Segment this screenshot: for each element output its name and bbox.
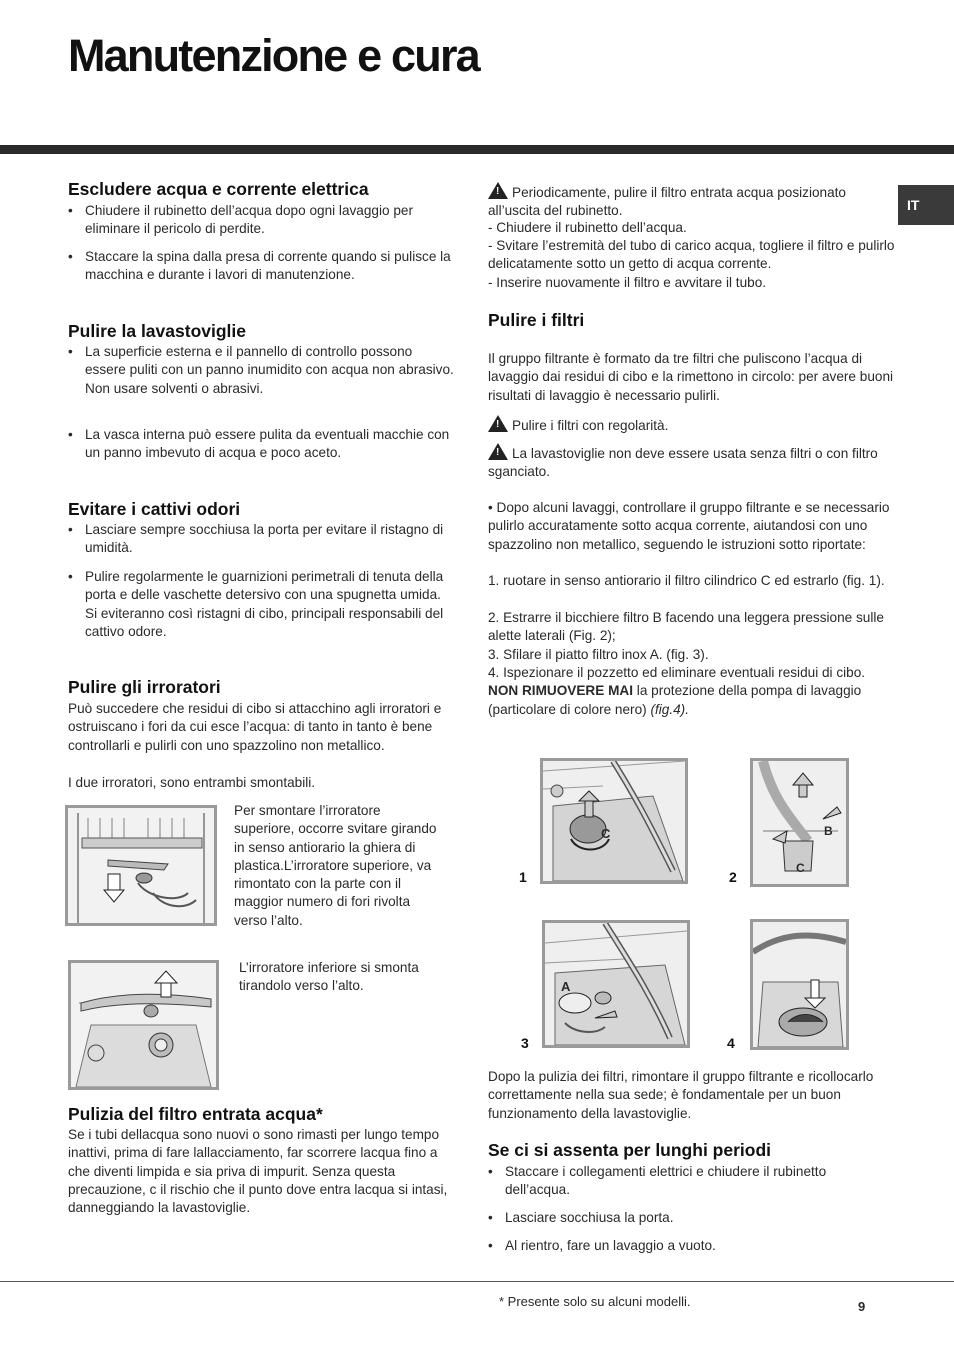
page-number: 9: [858, 1299, 866, 1314]
label-c: C: [601, 826, 611, 841]
section-heading-odors: Evitare i cattivi odori: [68, 499, 241, 519]
lower-sprayer-text: L’irroratore inferiore si smonta tirandolo verso l’alto.: [239, 960, 419, 994]
filter-figure-3: [542, 920, 690, 1048]
list-item: • La superficie esterna e il pannello di controllo possono essere puliti con un panno inumidito con acqua non abrasivo. Non usare solventi o abrasivi.: [68, 343, 455, 398]
list-item: • La vasca interna può essere pulita da eventuali macchie con un panno imbevuto di acqua e poco aceto.: [68, 426, 455, 463]
filters-step-2: 2. Estrarre il bicchiere filtro B facendo una leggera pressione sulle alette laterali (Fig. 2);: [488, 610, 884, 644]
filter-figure-1: [540, 758, 688, 884]
lower-sprayer-figure: [68, 960, 219, 1090]
list-item: • Chiudere il rubinetto dell’acqua dopo ogni lavaggio per eliminare il pericolo di perdite.: [68, 202, 455, 239]
label-c: C: [796, 861, 805, 875]
upper-sprayer-text: Per smontare l’irroratore superiore, occorre svitare girando in senso antiorario la ghiera di plastica.L’irroratore superiore, va rimontato con la parte con il maggior numero di fori rivolta verso l’alto.: [234, 803, 437, 928]
filter-figure-4: [750, 919, 849, 1050]
list-item: • Lasciare sempre socchiusa la porta per evitare il ristagno di umidità.: [68, 521, 455, 558]
inlet-step: - Inserire nuovamente il filtro e avvitare il tubo.: [488, 275, 767, 290]
footnote: * Presente solo su alcuni modelli.: [499, 1294, 691, 1309]
inlet-filter-paragraph: Se i tubi dellacqua sono nuovi o sono rimasti per lungo tempo inattivi, prima di fare lallacciamento, far scorrere lacqua fino a che diventi limpida e sia priva di impurit. Senza questa precauzione, c il rischio che il punto dove entra lacqua si intasi, danneggiando la lavastoviglie.: [68, 1127, 448, 1216]
filters-paragraph: Il gruppo filtrante è formato da tre filtri che puliscono l’acqua di lavaggio dai residui di cibo e la rimettono in circolo: per avere buoni risultati di lavaggio è necessario pulirli.: [488, 351, 894, 403]
inlet-warning: !Periodicamente, pulire il filtro entrata acqua posizionato all’uscita del rubinetto.: [488, 182, 898, 221]
sprayers-paragraph: Può succedere che residui di cibo si attacchino agli irroratori e ostruiscano i fori da cui esce l’acqua: di tanto in tanto è bene controllarli e pulirli con uno spazzolino non metallico.: [68, 701, 442, 753]
inlet-step: - Svitare l’estremità del tubo di carico acqua, togliere il filtro e pulirlo delicatamente sotto un getto di acqua corrente.: [488, 238, 895, 272]
filters-intro: • Dopo alcuni lavaggi, controllare il gruppo filtrante e se necessario pulirlo accuratamente sotto acqua corrente, aiutandosi con uno spazzolino non metallico, seguendo le istruzioni sotto riportate:: [488, 500, 890, 552]
filters-warning: !La lavastoviglie non deve essere usata senza filtri o con filtro sganciato.: [488, 443, 898, 482]
reassembly-paragraph: Dopo la pulizia dei filtri, rimontare il gruppo filtrante e ricollocarlo correttamente nella sua sede; è fondamentale per un buon funzionamento della lavastoviglie.: [488, 1069, 874, 1121]
footer-rule: [0, 1281, 954, 1282]
section-heading-water-power: Escludere acqua e corrente elettrica: [68, 179, 369, 199]
figure-number: 4: [727, 1035, 735, 1051]
upper-sprayer-figure: [65, 805, 217, 926]
label-b: B: [824, 824, 833, 838]
warning-icon: [488, 415, 508, 432]
list-item: • Lasciare socchiusa la porta.: [488, 1209, 885, 1227]
section-heading-filters: Pulire i filtri: [488, 310, 585, 330]
figure-number: 1: [519, 869, 527, 885]
filters-step-1: 1. ruotare in senso antiorario il filtro cilindrico C ed estrarlo (fig. 1).: [488, 573, 885, 588]
section-heading-sprayers: Pulire gli irroratori: [68, 677, 221, 697]
inlet-step: - Chiudere il rubinetto dell’acqua.: [488, 220, 687, 235]
figure-number: 2: [729, 869, 737, 885]
warning-icon: [488, 443, 508, 460]
list-item: • Staccare i collegamenti elettrici e chiudere il rubinetto dell’acqua.: [488, 1163, 885, 1200]
section-heading-inlet-filter: Pulizia del filtro entrata acqua*: [68, 1104, 323, 1124]
filters-step-3: 3. Sfilare il piatto filtro inox A. (fig. 3).: [488, 647, 709, 662]
filters-warning: !Pulire i filtri con regolarità.: [488, 415, 898, 435]
header-rule: [0, 145, 954, 154]
language-tab: IT: [898, 185, 954, 225]
page-title: Manutenzione e cura: [68, 30, 479, 81]
filters-step-4: 4. Ispezionare il pozzetto ed eliminare eventuali residui di cibo. NON RIMUOVERE MAI la protezione della pompa di lavaggio (particolare di colore nero) (fig.4).: [488, 665, 866, 717]
sprayers-note: I due irroratori, sono entrambi smontabili.: [68, 775, 316, 790]
list-item: • Staccare la spina dalla presa di corrente quando si pulisce la macchina e durante i lavori di manutenzione.: [68, 248, 455, 285]
warning-icon: [488, 182, 508, 199]
list-item: • Al rientro, fare un lavaggio a vuoto.: [488, 1237, 885, 1255]
label-a: A: [561, 979, 571, 994]
section-heading-absence: Se ci si assenta per lunghi periodi: [488, 1140, 771, 1160]
filter-figure-2: [750, 758, 849, 887]
list-item: • Pulire regolarmente le guarnizioni perimetrali di tenuta della porta e delle vaschette detersivo con una spugnetta umida. Si eviteranno così ristagni di cibo, principali responsabili del cattivo odore.: [68, 568, 455, 641]
figure-number: 3: [521, 1035, 529, 1051]
section-heading-clean-dishwasher: Pulire la lavastoviglie: [68, 321, 246, 341]
